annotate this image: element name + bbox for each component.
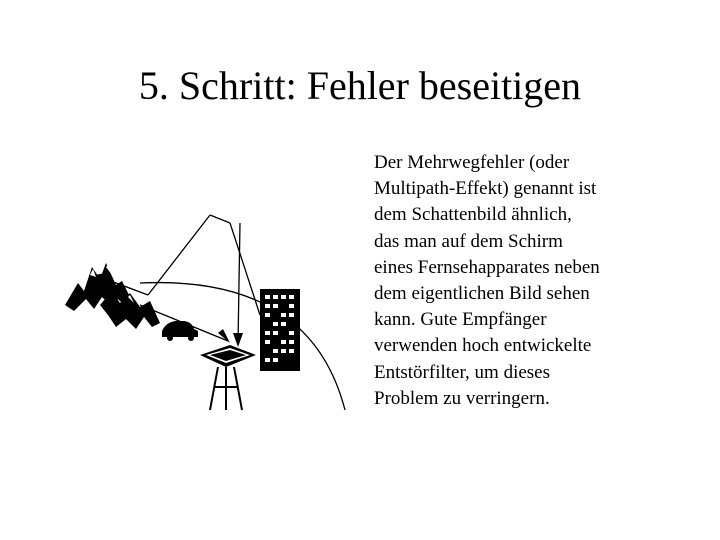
body-line: Problem zu verringern. xyxy=(374,387,550,409)
body-line: verwenden hoch entwickelte xyxy=(374,335,592,357)
body-line: das man auf dem Schirm xyxy=(374,230,563,252)
body-line: dem Schattenbild ähnlich, xyxy=(374,204,572,226)
body-line: Entstörfilter, um dieses xyxy=(374,361,551,383)
body-line: eines Fernsehapparates neben xyxy=(374,256,600,278)
orbit-arc xyxy=(140,283,345,410)
body-text xyxy=(374,150,684,412)
receiver-icon xyxy=(200,345,256,367)
tripod-icon xyxy=(210,367,242,410)
car-icon xyxy=(162,321,198,341)
body-line: Der Mehrwegfehler (oder xyxy=(374,152,570,173)
body-line: kann. Gute Empfänger xyxy=(374,309,547,331)
slide-title: 5. Schritt: Fehler beseitigen xyxy=(138,63,582,108)
multipath-illustration xyxy=(60,205,350,415)
mountains-icon xyxy=(65,263,160,329)
body-line: dem eigentlichen Bild sehen xyxy=(374,283,590,305)
building-icon xyxy=(260,289,300,371)
body-line: Multipath-Effekt) genannt ist xyxy=(374,178,597,200)
